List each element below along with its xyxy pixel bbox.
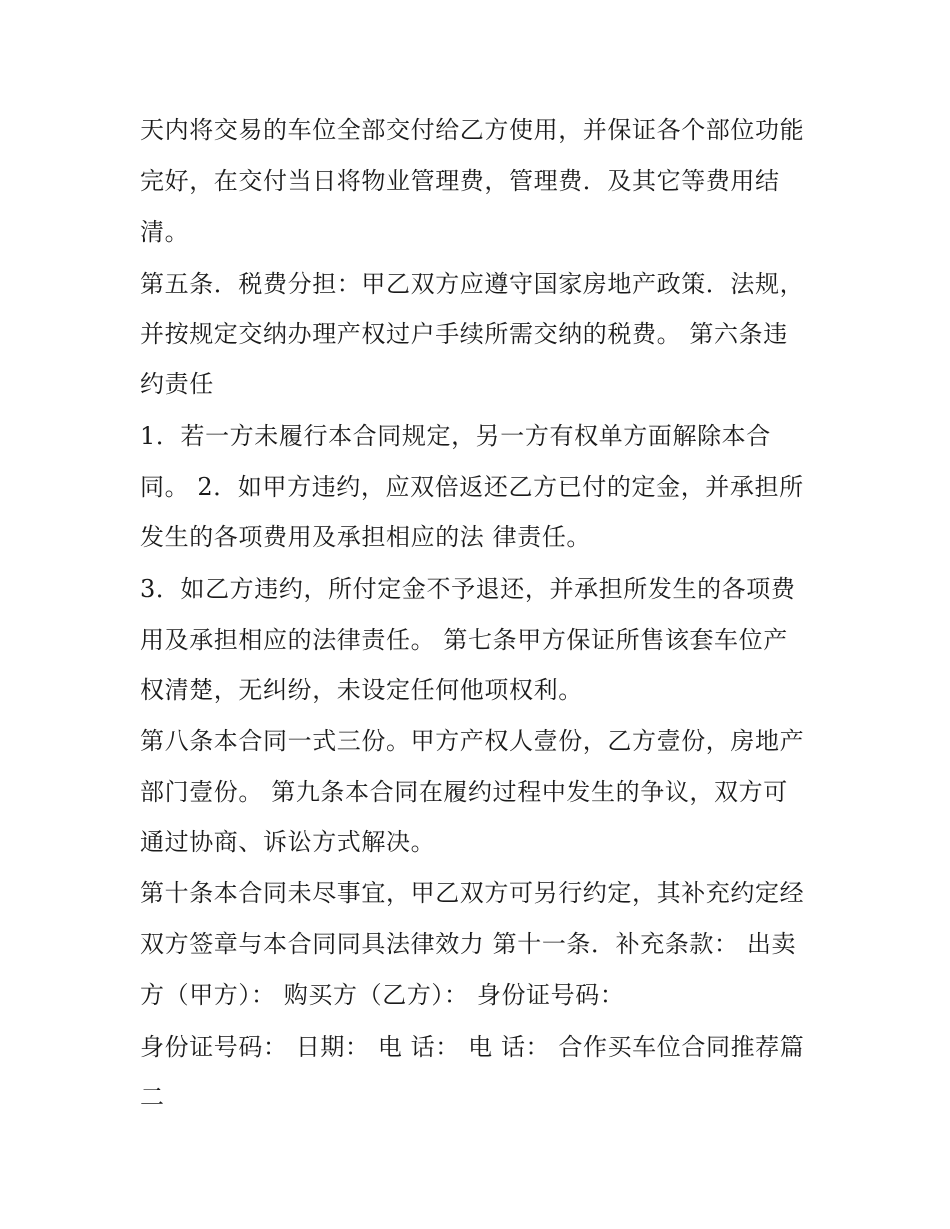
text-line: 1．若一方未履行本合同规定，另一方有权单方面解除本合 xyxy=(140,422,771,450)
text-line: 同。 2．如甲方违约，应双倍返还乙方已付的定金，并承担所 xyxy=(140,473,804,501)
text-line: 用及承担相应的法律责任。 第七条甲方保证所售该套车位产 xyxy=(140,626,788,654)
text-line: 部门壹份。 第九条本合同在履约过程中发生的争议，双方可 xyxy=(140,778,788,806)
text-line: 3．如乙方违约，所付定金不予退还，并承担所发生的各项费 xyxy=(140,575,796,603)
text-line: 第十条本合同未尽事宜，甲乙双方可另行约定，其补充约定经 xyxy=(140,879,805,907)
text-line: 并按规定交纳办理产权过户手续所需交纳的税费。 第六条违 xyxy=(140,320,788,348)
text-line: 完好，在交付当日将物业管理费，管理费．及其它等费用结 xyxy=(140,167,780,195)
text-line: 发生的各项费用及承担相应的法 律责任。 xyxy=(140,523,592,551)
text-line: 双方签章与本合同同具法律效力 第十一条．补充条款： 出卖 xyxy=(140,930,797,958)
text-line: 约责任 xyxy=(140,370,214,398)
text-line: 通过协商、诉讼方式解决。 xyxy=(140,828,436,856)
text-line: 天内将交易的车位全部交付给乙方使用，并保证各个部位功能 xyxy=(140,116,805,144)
text-line: 权清楚，无纠纷，未设定任何他项权利。 xyxy=(140,676,583,704)
text-line: 二 xyxy=(140,1083,165,1111)
text-line: 方（甲方）： 购买方（乙方）： 身份证号码： xyxy=(140,981,625,1009)
text-line: 身份证号码： 日期： 电 话： 电 话： 合作买车位合同推荐篇 xyxy=(140,1033,805,1061)
text-line: 第五条．税费分担：甲乙双方应遵守国家房地产政策．法规， xyxy=(140,270,805,298)
text-line: 第八条本合同一式三份。甲方产权人壹份，乙方壹份，房地产 xyxy=(140,727,805,755)
text-line: 清。 xyxy=(140,218,190,246)
